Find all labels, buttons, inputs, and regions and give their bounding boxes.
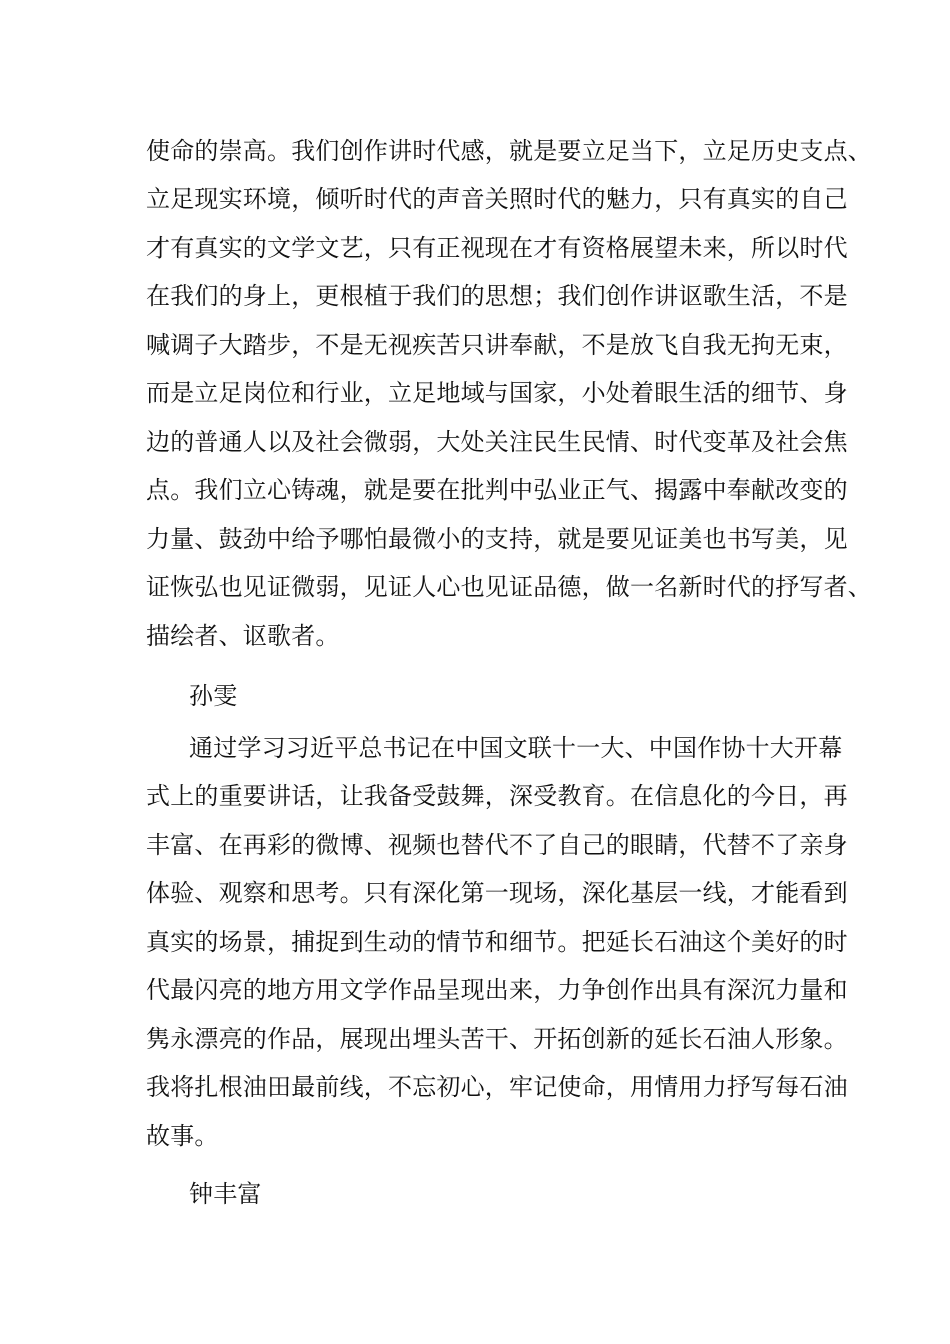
- paragraph-1-line-8: 点。我们立心铸魂，就是要在批判中弘业正气、揭露中奉献改变的: [146, 476, 848, 504]
- paragraph-2-line-7: 隽永漂亮的作品，展现出埋头苦干、开拓创新的延长石油人形象。: [146, 1025, 848, 1053]
- author-name-1: 孙雯: [189, 682, 238, 710]
- paragraph-2-line-4: 体验、观察和思考。只有深化第一现场，深化基层一线，才能看到: [146, 879, 848, 907]
- paragraph-1-line-3: 才有真实的文学文艺，只有正视现在才有资格展望未来，所以时代: [146, 234, 848, 262]
- author-name-2: 钟丰富: [189, 1180, 262, 1208]
- paragraph-1-line-11: 描绘者、讴歌者。: [146, 622, 340, 650]
- paragraph-1-line-6: 而是立足岗位和行业，立足地域与国家，小处着眼生活的细节、身: [146, 379, 848, 407]
- paragraph-1-line-7: 边的普通人以及社会微弱，大处关注民生民情、时代变革及社会焦: [146, 428, 848, 456]
- paragraph-1-line-4: 在我们的身上，更根植于我们的思想；我们创作讲讴歌生活，不是: [146, 282, 848, 310]
- paragraph-1-line-9: 力量、鼓劲中给予哪怕最微小的支持，就是要见证美也书写美，见: [146, 525, 848, 553]
- paragraph-2-line-9: 故事。: [146, 1122, 219, 1150]
- paragraph-1-line-5: 喊调子大踏步，不是无视疾苦只讲奉献，不是放飞自我无拘无束，: [146, 331, 848, 359]
- paragraph-2-line-2: 式上的重要讲话，让我备受鼓舞，深受教育。在信息化的今日，再: [146, 782, 848, 810]
- paragraph-2-line-3: 丰富、在再彩的微博、视频也替代不了自己的眼睛，代替不了亲身: [146, 831, 848, 859]
- paragraph-1-line-10: 证恢弘也见证微弱，见证人心也见证品德，做一名新时代的抒写者、: [146, 573, 872, 601]
- paragraph-1-line-1: 使命的崇高。我们创作讲时代感，就是要立足当下，立足历史支点、: [146, 137, 872, 165]
- paragraph-2-line-1: 通过学习习近平总书记在中国文联十一大、中国作协十大开幕: [189, 734, 843, 762]
- paragraph-1-line-2: 立足现实环境，倾听时代的声音关照时代的魅力，只有真实的自己: [146, 185, 848, 213]
- paragraph-2-line-5: 真实的场景，捕捉到生动的情节和细节。把延长石油这个美好的时: [146, 928, 848, 956]
- paragraph-2-line-8: 我将扎根油田最前线，不忘初心，牢记使命，用情用力抒写每石油: [146, 1073, 848, 1101]
- paragraph-2-line-6: 代最闪亮的地方用文学作品呈现出来，力争创作出具有深沉力量和: [146, 976, 848, 1004]
